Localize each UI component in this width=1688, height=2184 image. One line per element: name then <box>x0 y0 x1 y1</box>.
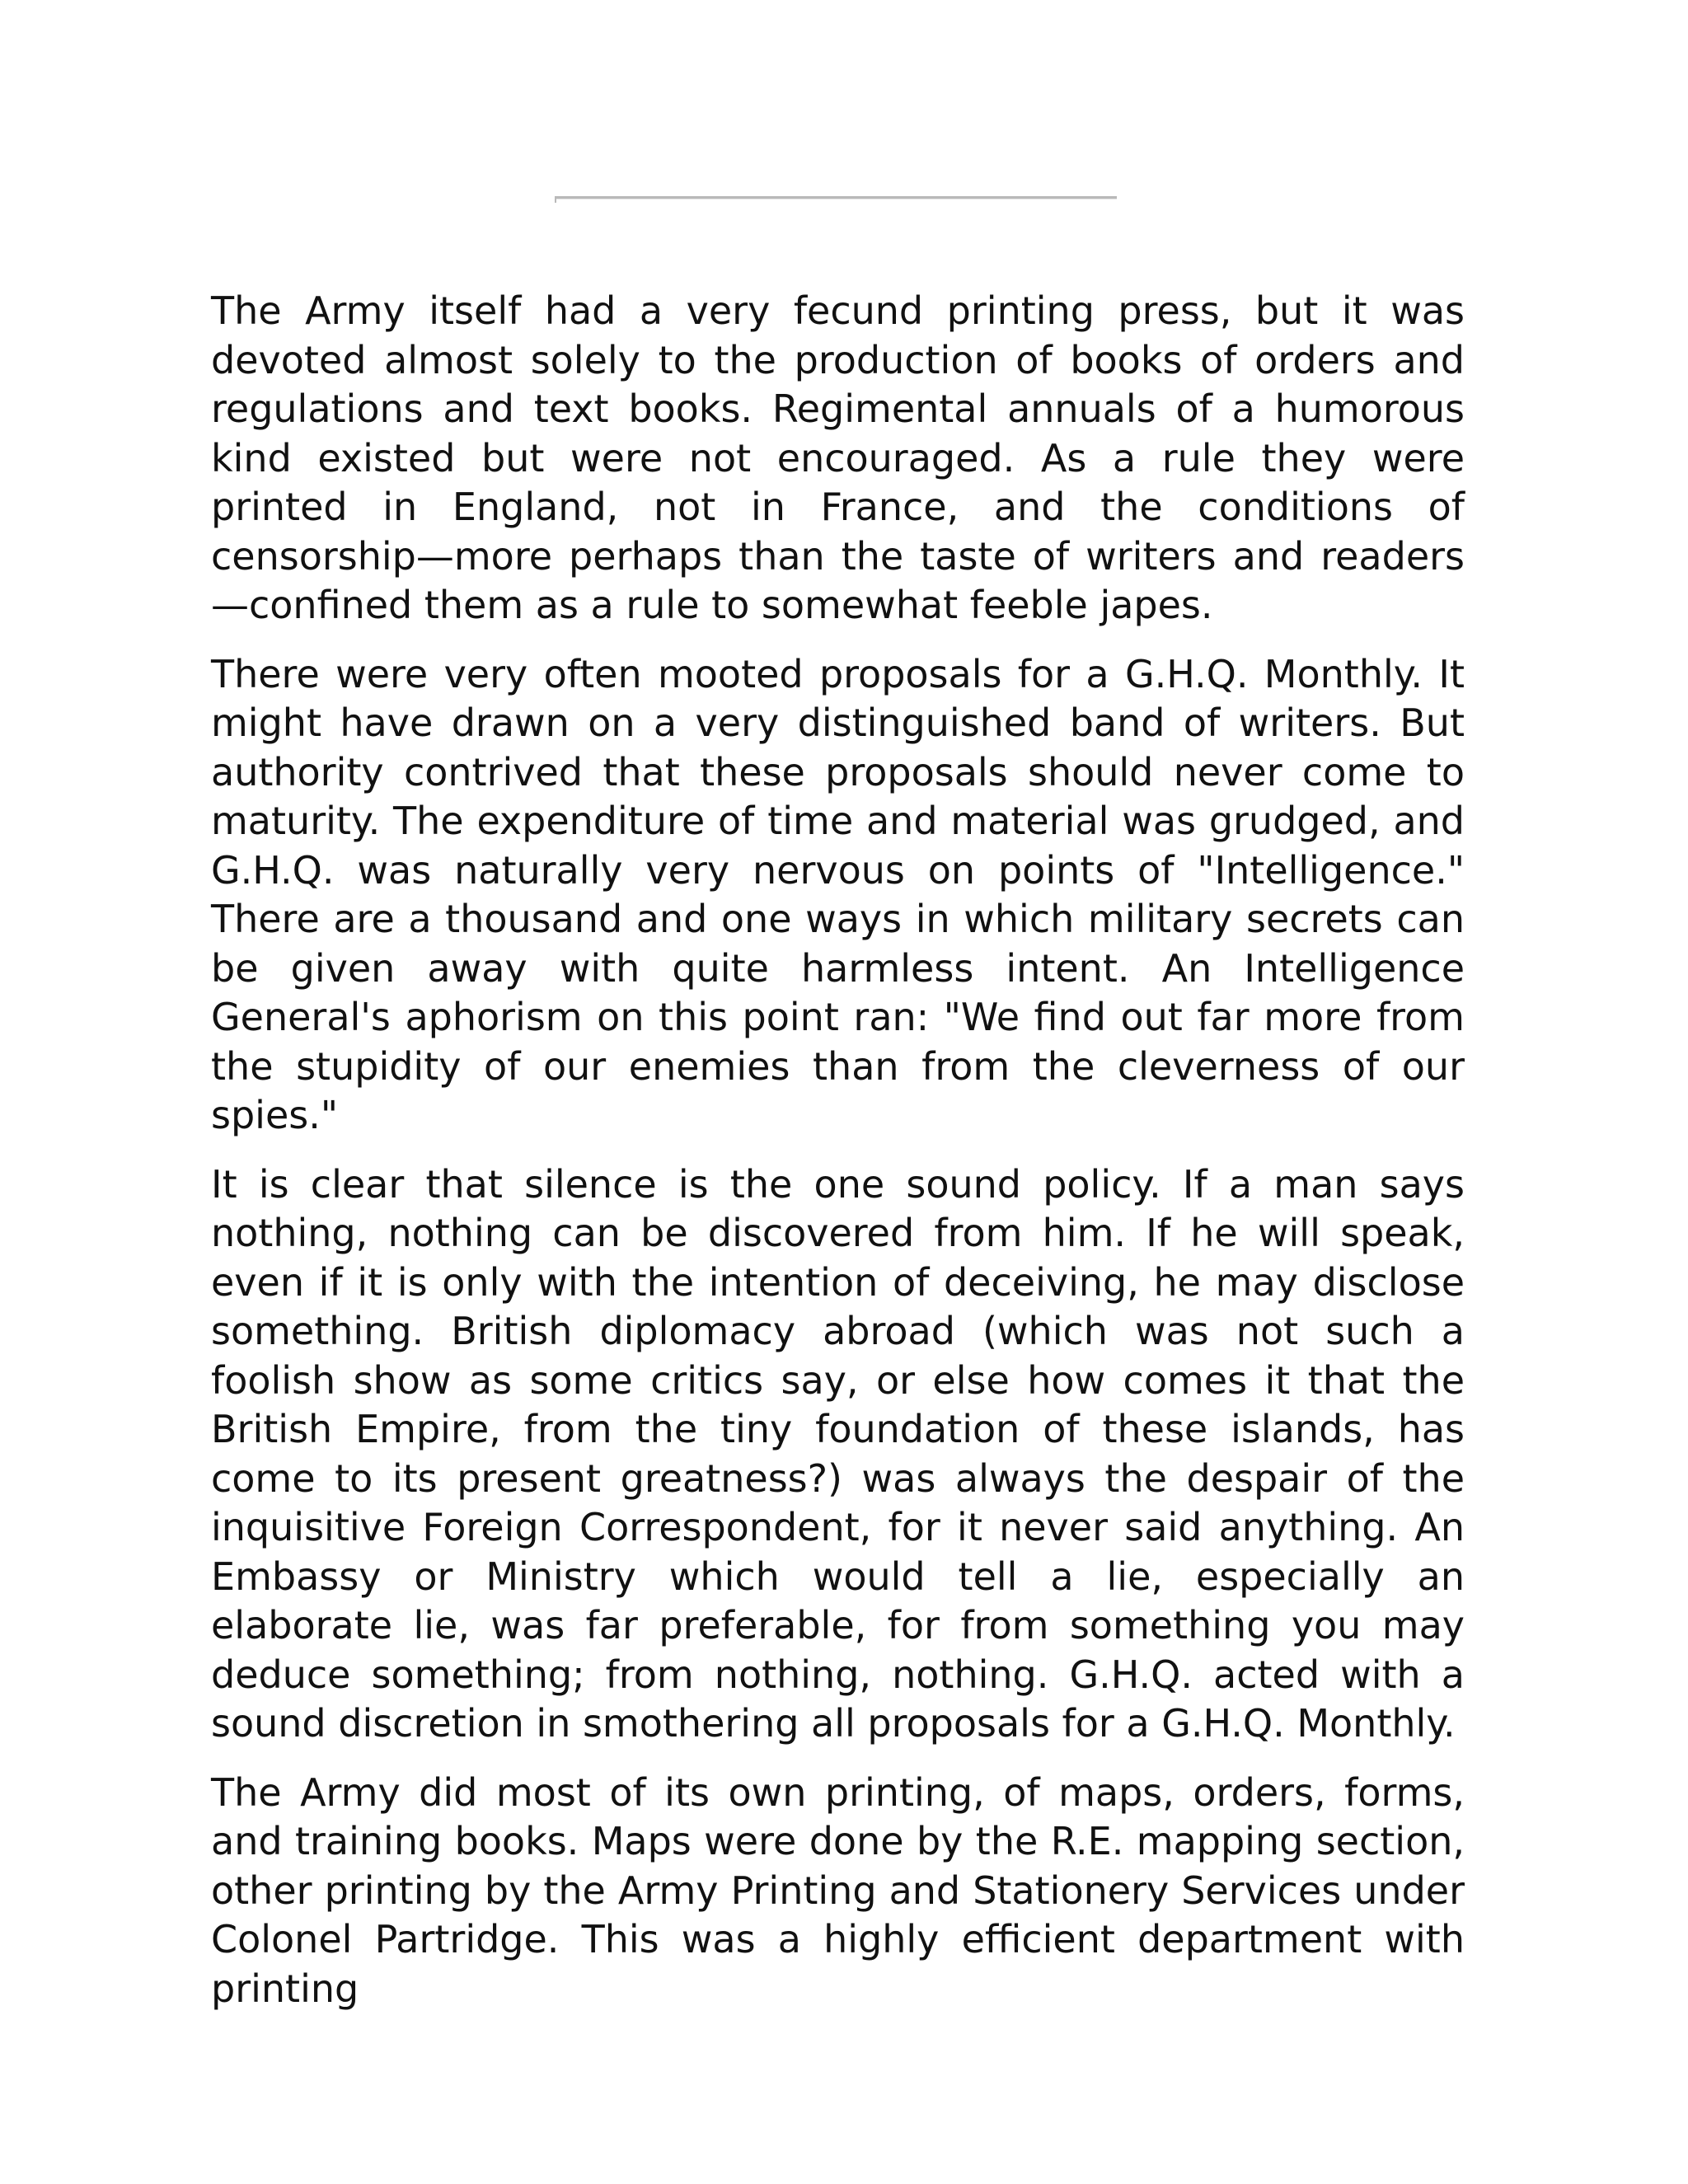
section-divider-rule <box>555 196 1117 199</box>
paragraph-army-printing-press: The Army itself had a very fecund printing press, but it was devoted almost solely to the production of books of orders and regulations and text books. Regimental annuals of a humorous kind existed but were not encouraged. As a rule they were printed in England, not in France, and the conditions of censorship—more perhaps than the taste of writers and readers—confined them as a rule to somewhat feeble japes. <box>211 288 1465 627</box>
paragraph-ghq-monthly-proposals: There were very often mooted proposals for a G.H.Q. Monthly. It might have drawn on a very distinguished band of writers. But authority contrived that these proposals should never come to maturity. The expenditure of time and material was grudged, and G.H.Q. was naturally very nervous on points of "Intelligence." There are a thousand and one ways in which military secrets can be given away with quite harmless intent. An Intelligence General's aphorism on this point ran: "We find out far more from the stupidity of our enemies than from the cleverness of our spies." <box>211 651 1465 1137</box>
paragraph-silence-policy: It is clear that silence is the one sound policy. If a man says nothing, nothing can be discovered from him. If he will speak, even if it is only with the intention of deceiving, he may disclose something. British diplomacy abroad (which was not such a foolish show as some critics say, or else how comes it that the British Empire, from the tiny foundation of these islands, has come to its present greatness?) was always the despair of the inquisitive Foreign Correspondent, for it never said anything. An Embassy or Ministry which would tell a lie, especially an elaborate lie, was far preferable, for from something you may deduce something; from nothing, nothing. G.H.Q. acted with a sound discretion in smothering all proposals for a G.H.Q. Monthly. <box>211 1161 1465 1746</box>
paragraph-army-own-printing: The Army did most of its own printing, of maps, orders, forms, and training books. Maps were done by the R.E. mapping section, other printing by the Army Printing and Stationery Services under Colonel Partridge. This was a highly efficient department with printing <box>211 1769 1465 2011</box>
document-body <box>211 287 1465 2033</box>
